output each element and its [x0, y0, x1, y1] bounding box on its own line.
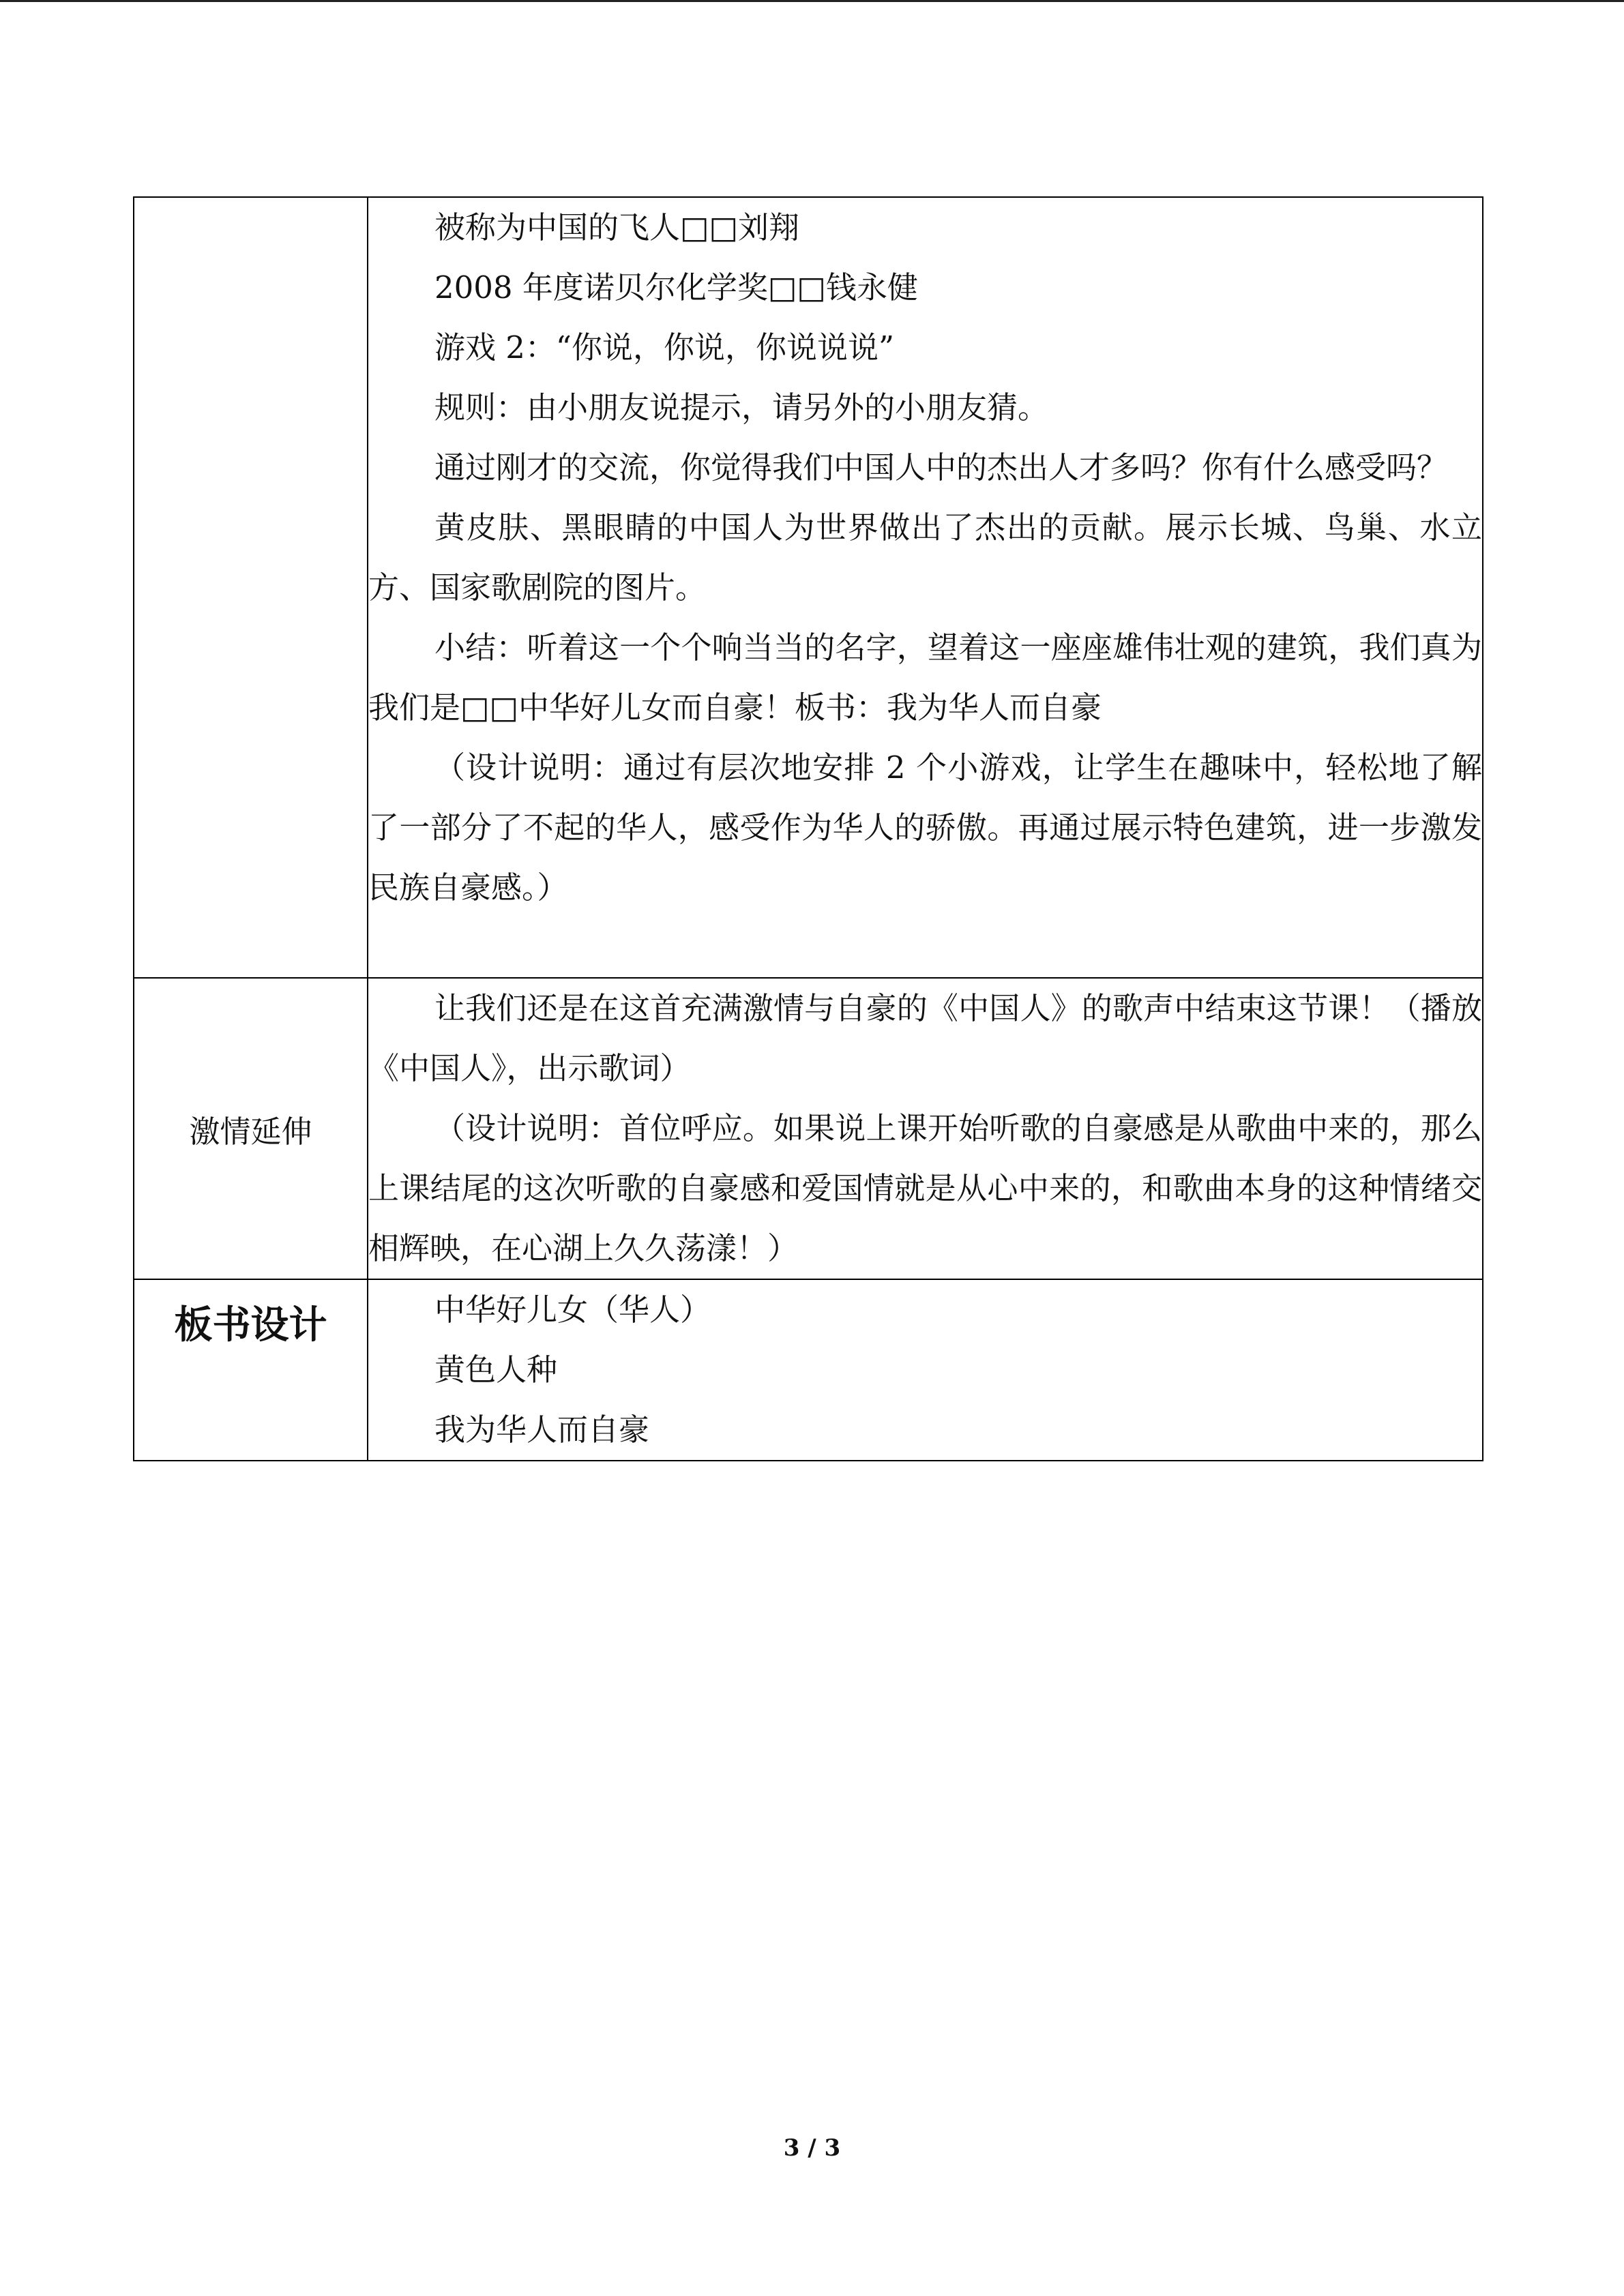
lesson-plan-table: [133, 196, 1483, 1461]
paragraph: （设计说明：通过有层次地安排 2 个小游戏，让学生在趣味中，轻松地了解了一部分了不起的华人，感受作为华人的骄傲。再通过展示特色建筑，进一步激发民族自豪感。）: [368, 749, 1482, 906]
paragraph: 游戏 2：“你说，你说，你说说说”: [434, 329, 894, 366]
row-content: [368, 197, 1483, 978]
paragraph: （设计说明：首位呼应。如果说上课开始听歌的自豪感是从歌曲中来的，那么上课结尾的这次听歌的自豪感和爱国情就是从心中来的，和歌曲本身的这种情绪交相辉映，在心湖上久久荡漾！）: [368, 1110, 1482, 1266]
paragraph: 我为华人而自豪: [434, 1412, 650, 1448]
paragraph: 通过刚才的交流，你觉得我们中国人中的杰出人才多吗？你有什么感受吗？: [434, 449, 1448, 486]
paragraph: 2008 年度诺贝尔化学奖□□钱永健: [434, 269, 918, 305]
paragraph: 规则：由小朋友说提示，请另外的小朋友猜。: [434, 389, 1049, 426]
paragraph: 被称为中国的飞人□□刘翔: [434, 209, 800, 245]
row-label-banshu-sheji: 板书设计: [134, 1279, 368, 1461]
row-content: [368, 978, 1483, 1279]
paragraph: 黄色人种: [434, 1352, 558, 1388]
row-content: [368, 1279, 1483, 1461]
row-label-jiqing-yanshen: 激情延伸: [134, 978, 368, 1279]
row-label: [134, 197, 368, 978]
page-number: 3 / 3: [783, 2134, 841, 2162]
table-row: [134, 197, 1483, 978]
table-row: [134, 978, 1483, 1279]
paragraph: 小结：听着这一个个响当当的名字，望着这一座座雄伟壮观的建筑，我们真为我们是□□中华好儿女而自豪！板书：我为华人而自豪: [368, 629, 1482, 726]
paragraph: 中华好儿女（华人）: [434, 1292, 711, 1328]
paragraph: 让我们还是在这首充满激情与自豪的《中国人》的歌声中结束这节课！（播放《中国人》，出示歌词）: [368, 990, 1482, 1086]
paragraph: 黄皮肤、黑眼睛的中国人为世界做出了杰出的贡献。展示长城、鸟巢、水立方、国家歌剧院的图片。: [368, 509, 1482, 606]
top-border-line: [0, 0, 1624, 2]
table-row: [134, 1279, 1483, 1461]
